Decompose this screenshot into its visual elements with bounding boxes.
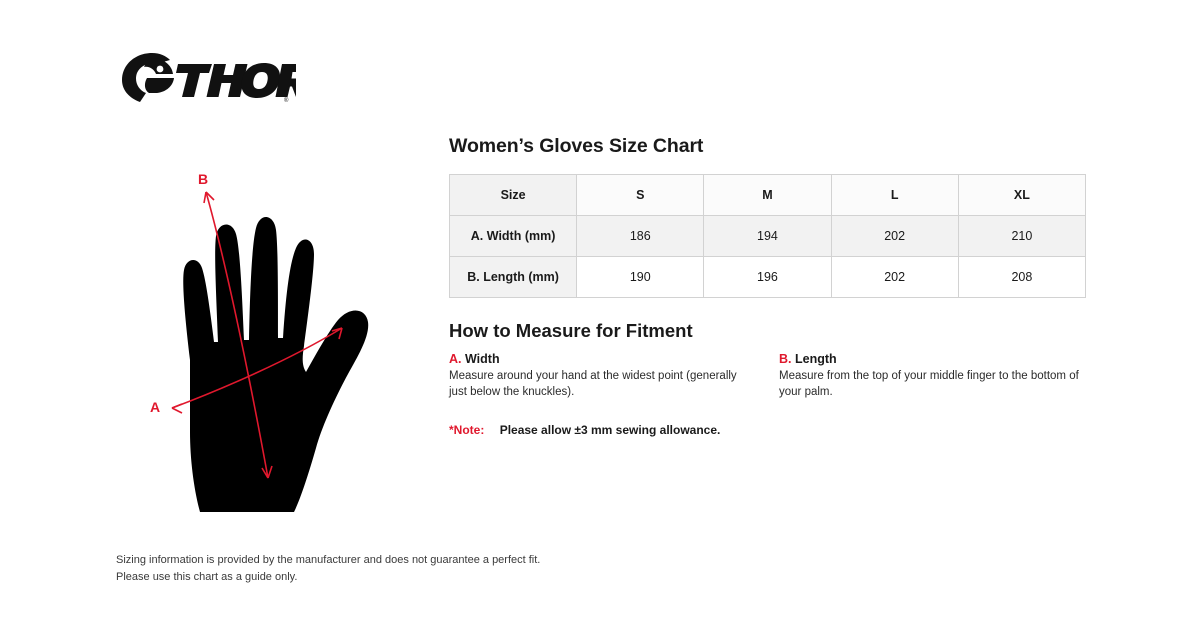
measure-length-text: Measure from the top of your middle finger to the bottom of your palm. [779, 370, 1079, 398]
row-label-length: B. Length (mm) [450, 257, 577, 298]
table-row [450, 216, 1086, 257]
footer-disclaimer [116, 552, 540, 586]
cell-length-l: 202 [831, 257, 958, 298]
note-text: Please allow ±3 mm sewing allowance. [499, 423, 721, 438]
footer-line-2: Please use this chart as a guide only. [116, 571, 298, 584]
cell-length-xl: 208 [958, 257, 1085, 298]
table-header-row [450, 175, 1086, 216]
footer-line-1: Sizing information is provided by the manufacturer and does not guarantee a perfect fit. [116, 554, 541, 566]
cell-length-s: 190 [577, 257, 704, 298]
cell-width-l: 202 [831, 216, 958, 257]
note-label: *Note: [449, 423, 485, 438]
cell-width-m: 194 [704, 216, 831, 257]
measure-block-length [779, 352, 1079, 400]
measure-block-width [449, 352, 779, 400]
measure-instructions [449, 352, 1089, 400]
svg-text:®: ® [284, 98, 289, 104]
measure-length-heading [779, 352, 1079, 366]
thor-helmet-icon [116, 50, 296, 106]
cell-width-xl: 210 [958, 216, 1085, 257]
diagram-label-b: B [198, 171, 209, 187]
measure-width-letter: A. [449, 352, 462, 366]
measure-length-name: Length [794, 352, 837, 366]
brand-logo [116, 50, 296, 106]
row-label-width: A. Width (mm) [450, 216, 577, 257]
content-column [449, 135, 1089, 437]
hand-measurement-diagram [110, 160, 430, 540]
table-header-s: S [577, 175, 704, 216]
table-header-xl: XL [958, 175, 1085, 216]
measure-width-text: Measure around your hand at the widest point (generally just below the knuckles). [449, 370, 737, 398]
cell-length-m: 196 [704, 257, 831, 298]
page-title: Women’s Gloves Size Chart [449, 135, 704, 157]
note-row [449, 423, 1089, 437]
table-header-l: L [831, 175, 958, 216]
size-chart-table [449, 174, 1086, 298]
table-row [450, 257, 1086, 298]
measure-width-name: Width [464, 352, 500, 366]
table-header-m: M [704, 175, 831, 216]
cell-width-s: 186 [577, 216, 704, 257]
table-header-size: Size [450, 175, 577, 216]
measure-width-heading [449, 352, 751, 366]
measure-length-letter: B. [779, 352, 792, 366]
diagram-label-a: A [150, 399, 161, 415]
howto-title: How to Measure for Fitment [449, 320, 693, 341]
